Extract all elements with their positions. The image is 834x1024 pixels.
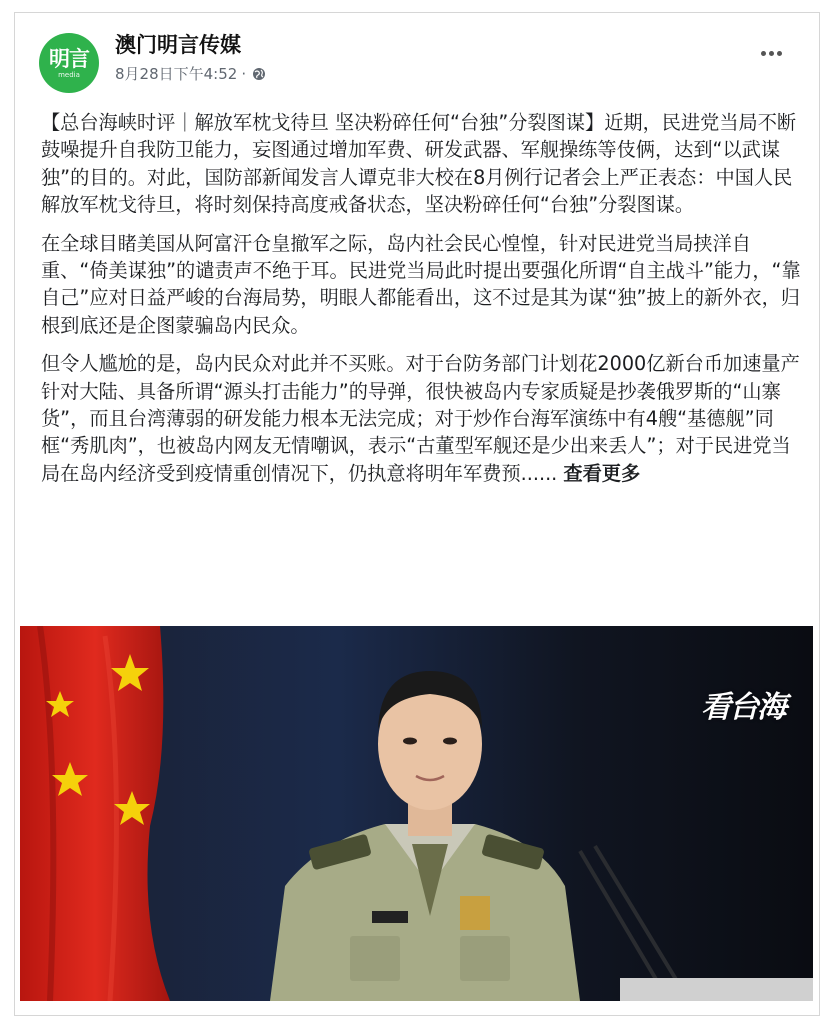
post-card — [14, 12, 820, 1016]
see-more-link[interactable]: 查看更多 — [563, 461, 641, 485]
meta-separator: · — [241, 64, 247, 83]
watermark-logo: 看台海 — [701, 690, 785, 725]
post-paragraph-3-text: 但令人尴尬的是，岛内民众对此并不买账。对于台防务部门计划花2000亿新台币加速量产针对大陆、具备所谓“源头打击能力”的导弹，很快被岛内专家质疑是抄袭俄罗斯的“山寨货”，而且台湾薄弱的研发能力根本无法完成；对于炒作台海军演练中有4艘“基德舰”同框“秀肌肉”，也被岛内网友无情嘲讽，表示“古董型军舰还是少出来丢人”；对于民进党当局在岛内经济受到疫情重创情况下，仍执意将明年军费预...... — [41, 352, 800, 485]
post-image[interactable] — [20, 626, 813, 1001]
avatar-logo-text: 明言 — [49, 47, 89, 71]
post-header — [15, 13, 819, 105]
page-name-link[interactable]: 澳门明言传媒 — [115, 33, 241, 57]
timestamp-link[interactable]: 8月28日下午4:52 — [115, 65, 238, 83]
post-paragraph-3 — [41, 350, 801, 487]
post-text — [41, 109, 801, 498]
globe-icon[interactable] — [252, 67, 266, 81]
flag-shape — [20, 626, 170, 1001]
post-paragraph-2: 在全球目睹美国从阿富汗仓皇撤军之际，岛内社会民心惶惶，针对民进党当局挟洋自重、“倚美谋独”的谴责声不绝于耳。民进党当局此时提出要强化所谓“自主战斗”能力，“靠自己”应对日益严峻的台海局势，明眼人都能看出，这不过是其为谋“独”披上的新外衣，归根到底还是企图蒙骗岛内民众。 — [41, 231, 801, 337]
more-options-icon[interactable] — [753, 41, 789, 65]
photo-illustration — [20, 626, 813, 1001]
avatar-logo-sub: media — [58, 71, 80, 79]
post-paragraph-1: 【总台海峡时评｜解放军枕戈待旦 坚决粉碎任何“台独”分裂图谋】近期，民进党当局不断鼓噪提升自我防卫能力，妄图通过增加军费、研发武器、军舰操练等伎俩，达到“以武谋独”的目的。对此，国防部新闻发言人谭克非大校在8月例行记者会上严正表态：中国人民解放军枕戈待旦，将时刻保持高度戒备状态，坚决粉碎任何“台独”分裂图谋。 — [41, 111, 797, 217]
avatar[interactable] — [39, 33, 99, 93]
post-meta — [115, 63, 266, 84]
